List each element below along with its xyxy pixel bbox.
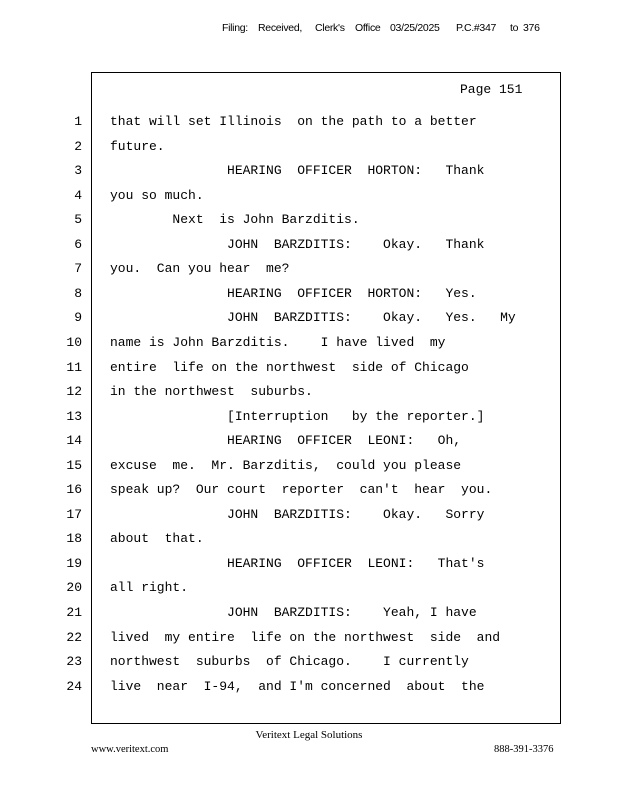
line-number: 10 bbox=[66, 335, 82, 350]
line-text: JOHN BARZDITIS: Yeah, I have bbox=[110, 605, 477, 620]
page-number: Page 151 bbox=[460, 82, 523, 97]
line-text: Next is John Barzditis. bbox=[110, 212, 360, 227]
line-number: 12 bbox=[66, 384, 82, 399]
line-text: name is John Barzditis. I have lived my bbox=[110, 335, 446, 350]
footer-company: Veritext Legal Solutions bbox=[255, 729, 363, 741]
clerks-label: Clerk's bbox=[315, 22, 345, 34]
line-number: 3 bbox=[74, 163, 82, 178]
line-number: 4 bbox=[74, 188, 82, 203]
to-label: to bbox=[510, 22, 519, 34]
line-text: [Interruption by the reporter.] bbox=[110, 409, 485, 424]
line-text: speak up? Our court reporter can't hear you. bbox=[110, 482, 493, 497]
line-text: future. bbox=[110, 139, 165, 154]
line-number: 13 bbox=[66, 409, 82, 424]
line-text: all right. bbox=[110, 580, 189, 595]
line-text: JOHN BARZDITIS: Okay. Yes. My bbox=[110, 310, 516, 325]
line-number: 11 bbox=[66, 360, 82, 375]
line-text: HEARING OFFICER HORTON: Thank bbox=[110, 163, 485, 178]
line-text: JOHN BARZDITIS: Okay. Sorry bbox=[110, 507, 485, 522]
line-text: JOHN BARZDITIS: Okay. Thank bbox=[110, 237, 485, 252]
line-number: 8 bbox=[74, 286, 82, 301]
line-text: entire life on the northwest side of Chicago bbox=[110, 360, 469, 375]
line-number: 7 bbox=[74, 261, 82, 276]
line-text: lived my entire life on the northwest side and bbox=[110, 630, 501, 645]
footer-website: www.veritext.com bbox=[91, 744, 169, 755]
received-label: Received, bbox=[258, 22, 302, 34]
office-label: Office bbox=[355, 22, 381, 34]
line-number: 14 bbox=[66, 433, 82, 448]
filing-label: Filing: bbox=[222, 22, 248, 34]
line-number: 24 bbox=[66, 679, 82, 694]
line-number: 19 bbox=[66, 556, 82, 571]
line-text: you. Can you hear me? bbox=[110, 261, 290, 276]
line-number: 20 bbox=[66, 580, 82, 595]
line-number: 15 bbox=[66, 458, 82, 473]
line-number: 6 bbox=[74, 237, 82, 252]
filing-header bbox=[0, 22, 618, 38]
line-text: you so much. bbox=[110, 188, 204, 203]
line-number: 16 bbox=[66, 482, 82, 497]
line-number: 23 bbox=[66, 654, 82, 669]
footer-phone: 888-391-3376 bbox=[494, 744, 554, 755]
line-text: HEARING OFFICER HORTON: Yes. bbox=[110, 286, 477, 301]
line-text: in the northwest suburbs. bbox=[110, 384, 313, 399]
line-text: HEARING OFFICER LEONI: That's bbox=[110, 556, 485, 571]
line-number: 21 bbox=[66, 605, 82, 620]
pc-number: P.C.#347 bbox=[456, 22, 497, 34]
line-number: 17 bbox=[66, 507, 82, 522]
line-number: 9 bbox=[74, 310, 82, 325]
line-number: 1 bbox=[74, 114, 82, 129]
line-text: excuse me. Mr. Barzditis, could you please bbox=[110, 458, 462, 473]
line-number: 2 bbox=[74, 139, 82, 154]
line-number: 22 bbox=[66, 630, 82, 645]
line-text: that will set Illinois on the path to a better bbox=[110, 114, 477, 129]
line-text: HEARING OFFICER LEONI: Oh, bbox=[110, 433, 462, 448]
line-text: northwest suburbs of Chicago. I currently bbox=[110, 654, 469, 669]
to-page: 376 bbox=[523, 22, 540, 34]
line-text: about that. bbox=[110, 531, 204, 546]
filing-date: 03/25/2025 bbox=[390, 22, 440, 34]
line-text: live near I-94, and I'm concerned about the bbox=[110, 679, 485, 694]
line-number: 5 bbox=[74, 212, 82, 227]
line-number: 18 bbox=[66, 531, 82, 546]
